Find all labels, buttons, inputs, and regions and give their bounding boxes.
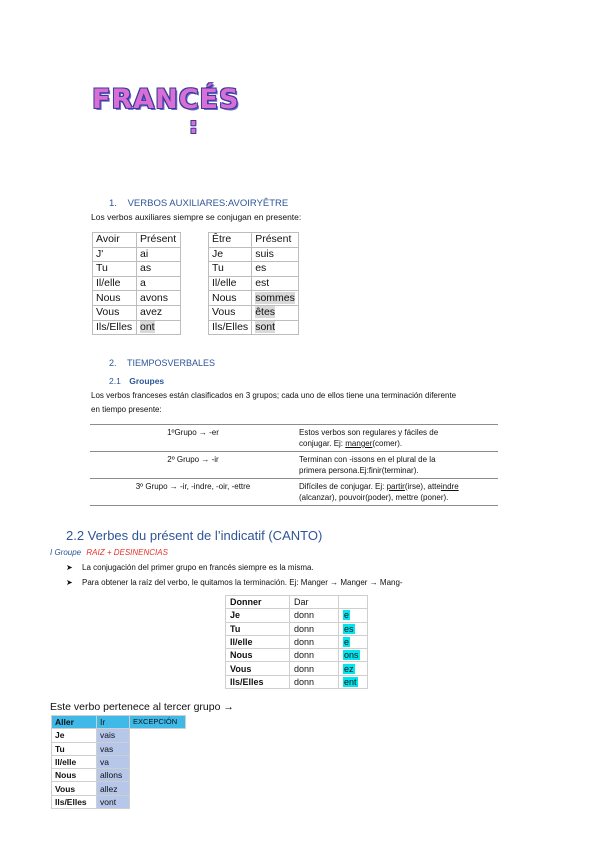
group-desc-line: conjugar. Ej: manger(comer). bbox=[299, 439, 403, 448]
conjugation-cell: avons bbox=[137, 291, 181, 306]
donner-table bbox=[225, 595, 368, 689]
table-row bbox=[93, 291, 181, 306]
pronoun-cell: Nous bbox=[52, 769, 97, 782]
table-row bbox=[226, 675, 368, 688]
pronoun-cell: Ils/Elles bbox=[226, 675, 290, 688]
conjugation-cell: va bbox=[97, 755, 130, 768]
pronoun-cell: Tu bbox=[226, 622, 290, 635]
group-desc-line: Estos verbos son regulares y fáciles de bbox=[299, 428, 439, 437]
section-1-title: VERBOS AUXILIARES:AVOIRYÊTRE bbox=[127, 198, 289, 209]
stem-cell: donn bbox=[290, 609, 339, 622]
groups-row bbox=[90, 452, 498, 479]
conjugation-cell: sommes bbox=[252, 291, 299, 306]
table-header-row bbox=[52, 716, 186, 729]
conjugation-cell: sont bbox=[252, 320, 299, 335]
pronoun-cell: Aller bbox=[52, 716, 97, 729]
group-desc-line: primera persona.Ej:finir(terminar). bbox=[299, 466, 419, 475]
table-header-row bbox=[93, 233, 181, 248]
table-row bbox=[52, 782, 186, 795]
etre-table bbox=[208, 232, 299, 335]
conjugation-cell: êtes bbox=[252, 305, 299, 320]
group-desc-line: (alcanzar), pouvoir(poder), mettre (poner). bbox=[299, 493, 449, 502]
empty-cell bbox=[130, 769, 186, 782]
section-1-intro: Los verbos auxiliares siempre se conjugan en presente: bbox=[91, 212, 302, 222]
table-row bbox=[52, 742, 186, 755]
third-group-text: Este verbo pertenece al tercer grupo → bbox=[50, 701, 234, 713]
exception-cell: EXCEPCIÓN bbox=[130, 716, 186, 729]
conjugation-cell: ont bbox=[137, 320, 181, 335]
pronoun-cell: Vous bbox=[52, 782, 97, 795]
table-row bbox=[52, 769, 186, 782]
pronoun-cell: Avoir bbox=[93, 233, 137, 248]
table-row bbox=[226, 609, 368, 622]
stem-cell: donn bbox=[290, 622, 339, 635]
pronoun-cell: Ils/Elles bbox=[52, 795, 97, 808]
conjugation-cell: a bbox=[137, 276, 181, 291]
pronoun-cell: Être bbox=[209, 233, 252, 248]
group-name: 1ºGrupo → -er bbox=[90, 425, 296, 452]
ending-cell: e bbox=[339, 635, 368, 648]
ending-cell: ons bbox=[339, 649, 368, 662]
pronoun-cell: Nous bbox=[226, 649, 290, 662]
ending-cell: e bbox=[339, 609, 368, 622]
empty-cell bbox=[130, 782, 186, 795]
conjugation-cell: avez bbox=[137, 305, 181, 320]
pronoun-cell: Je bbox=[209, 247, 252, 262]
empty-cell bbox=[130, 755, 186, 768]
table-row bbox=[209, 262, 299, 277]
table-row bbox=[52, 795, 186, 808]
table-row bbox=[52, 755, 186, 768]
pronoun-cell: Il/elle bbox=[226, 635, 290, 648]
conjugation-cell: ai bbox=[137, 247, 181, 262]
group-description bbox=[296, 479, 498, 506]
group-label: I Groupe bbox=[50, 548, 82, 557]
ending-cell: ent bbox=[339, 675, 368, 688]
table-row bbox=[226, 649, 368, 662]
stem-cell: donn bbox=[290, 662, 339, 675]
groups-row bbox=[90, 479, 498, 506]
bullet-item bbox=[66, 578, 403, 587]
conjugation-cell: Présent bbox=[137, 233, 181, 248]
conjugation-cell: Ir bbox=[97, 716, 130, 729]
section-1-heading bbox=[109, 198, 288, 209]
ending-cell: ez bbox=[339, 662, 368, 675]
groups-row bbox=[90, 425, 498, 452]
pronoun-cell: Il/elle bbox=[52, 755, 97, 768]
section-1-number: 1. bbox=[109, 198, 117, 209]
stem-cell: donn bbox=[290, 649, 339, 662]
table-row bbox=[93, 247, 181, 262]
table-row bbox=[226, 622, 368, 635]
pronoun-cell: Il/elle bbox=[93, 276, 137, 291]
conjugation-cell: Présent bbox=[252, 233, 299, 248]
bullet-item bbox=[66, 563, 314, 572]
avoir-table bbox=[92, 232, 181, 335]
empty-cell bbox=[130, 795, 186, 808]
table-row bbox=[209, 291, 299, 306]
section-2-2-heading: 2.2 Verbes du présent de l’indicatif (CANTO) bbox=[66, 528, 323, 543]
ending-cell bbox=[339, 596, 368, 609]
conjugation-cell: as bbox=[137, 262, 181, 277]
table-row bbox=[209, 320, 299, 335]
group-desc-line: Terminan con -issons en el plural de la bbox=[299, 455, 436, 464]
empty-cell bbox=[130, 742, 186, 755]
pronoun-cell: Tu bbox=[93, 262, 137, 277]
section-2-1-title: Groupes bbox=[129, 376, 165, 386]
pronoun-cell: Je bbox=[226, 609, 290, 622]
groups-table bbox=[90, 424, 498, 506]
bullet-arrow-icon: ➤ bbox=[66, 563, 73, 572]
pronoun-cell: Vous bbox=[93, 305, 137, 320]
section-2-1-text-2: en tiempo presente: bbox=[91, 405, 162, 414]
conjugation-cell: es bbox=[252, 262, 299, 277]
conjugation-cell: est bbox=[252, 276, 299, 291]
table-row bbox=[226, 635, 368, 648]
empty-cell bbox=[130, 729, 186, 742]
stem-cell: donn bbox=[290, 675, 339, 688]
ending-cell: es bbox=[339, 622, 368, 635]
section-2-heading bbox=[109, 358, 215, 368]
pronoun-cell: Il/elle bbox=[209, 276, 252, 291]
table-row bbox=[209, 247, 299, 262]
group-name: 3º Grupo → -ir, -indre, -oir, -ettre bbox=[90, 479, 296, 506]
section-2-title: TIEMPOSVERBALES bbox=[127, 358, 216, 368]
pronoun-cell: Ils/Elles bbox=[93, 320, 137, 335]
table-row bbox=[93, 276, 181, 291]
title-colon: : bbox=[189, 114, 198, 139]
section-2-2-subheading bbox=[50, 548, 168, 557]
pronoun-cell: Je bbox=[52, 729, 97, 742]
bullet-text: Para obtener la raíz del verbo, le quitamos la terminación. Ej: Manger → Manger → Mang- bbox=[82, 578, 403, 587]
page-title: FRANCÉS bbox=[92, 84, 240, 115]
conjugation-cell: vas bbox=[97, 742, 130, 755]
table-row bbox=[209, 305, 299, 320]
table-row bbox=[52, 729, 186, 742]
conjugation-cell: allons bbox=[97, 769, 130, 782]
group-desc-line: Difíciles de conjugar. Ej: partir(irse), atteindre bbox=[299, 482, 459, 491]
section-2-1-heading bbox=[109, 376, 164, 386]
pronoun-cell: Ils/Elles bbox=[209, 320, 252, 335]
table-header-row bbox=[226, 596, 368, 609]
table-row bbox=[93, 320, 181, 335]
group-description bbox=[296, 425, 498, 452]
table-row bbox=[226, 662, 368, 675]
section-2-number: 2. bbox=[109, 358, 117, 368]
group-name: 2º Grupo → -ir bbox=[90, 452, 296, 479]
pronoun-cell: Nous bbox=[209, 291, 252, 306]
pronoun-cell: J' bbox=[93, 247, 137, 262]
stem-cell: donn bbox=[290, 635, 339, 648]
section-2-1-number: 2.1 bbox=[109, 376, 121, 386]
conjugation-cell: suis bbox=[252, 247, 299, 262]
aller-table bbox=[51, 715, 186, 809]
pronoun-cell: Tu bbox=[52, 742, 97, 755]
bullet-arrow-icon: ➤ bbox=[66, 578, 73, 587]
section-2-1-text-1: Los verbos franceses están clasificados en 3 grupos; cada uno de ellos tiene una terminación diferente bbox=[91, 391, 457, 400]
table-row bbox=[93, 305, 181, 320]
pronoun-cell: Vous bbox=[226, 662, 290, 675]
conjugation-cell: allez bbox=[97, 782, 130, 795]
conjugation-cell: vont bbox=[97, 795, 130, 808]
table-row bbox=[209, 276, 299, 291]
pronoun-cell: Nous bbox=[93, 291, 137, 306]
pronoun-cell: Tu bbox=[209, 262, 252, 277]
table-row bbox=[93, 262, 181, 277]
bullet-text: La conjugación del primer grupo en francés siempre es la misma. bbox=[82, 563, 314, 572]
formula-label: RAIZ + DESINENCIAS bbox=[86, 548, 168, 557]
pronoun-cell: Donner bbox=[226, 596, 290, 609]
pronoun-cell: Vous bbox=[209, 305, 252, 320]
table-header-row bbox=[209, 233, 299, 248]
group-description bbox=[296, 452, 498, 479]
conjugation-cell: vais bbox=[97, 729, 130, 742]
stem-cell: Dar bbox=[290, 596, 339, 609]
